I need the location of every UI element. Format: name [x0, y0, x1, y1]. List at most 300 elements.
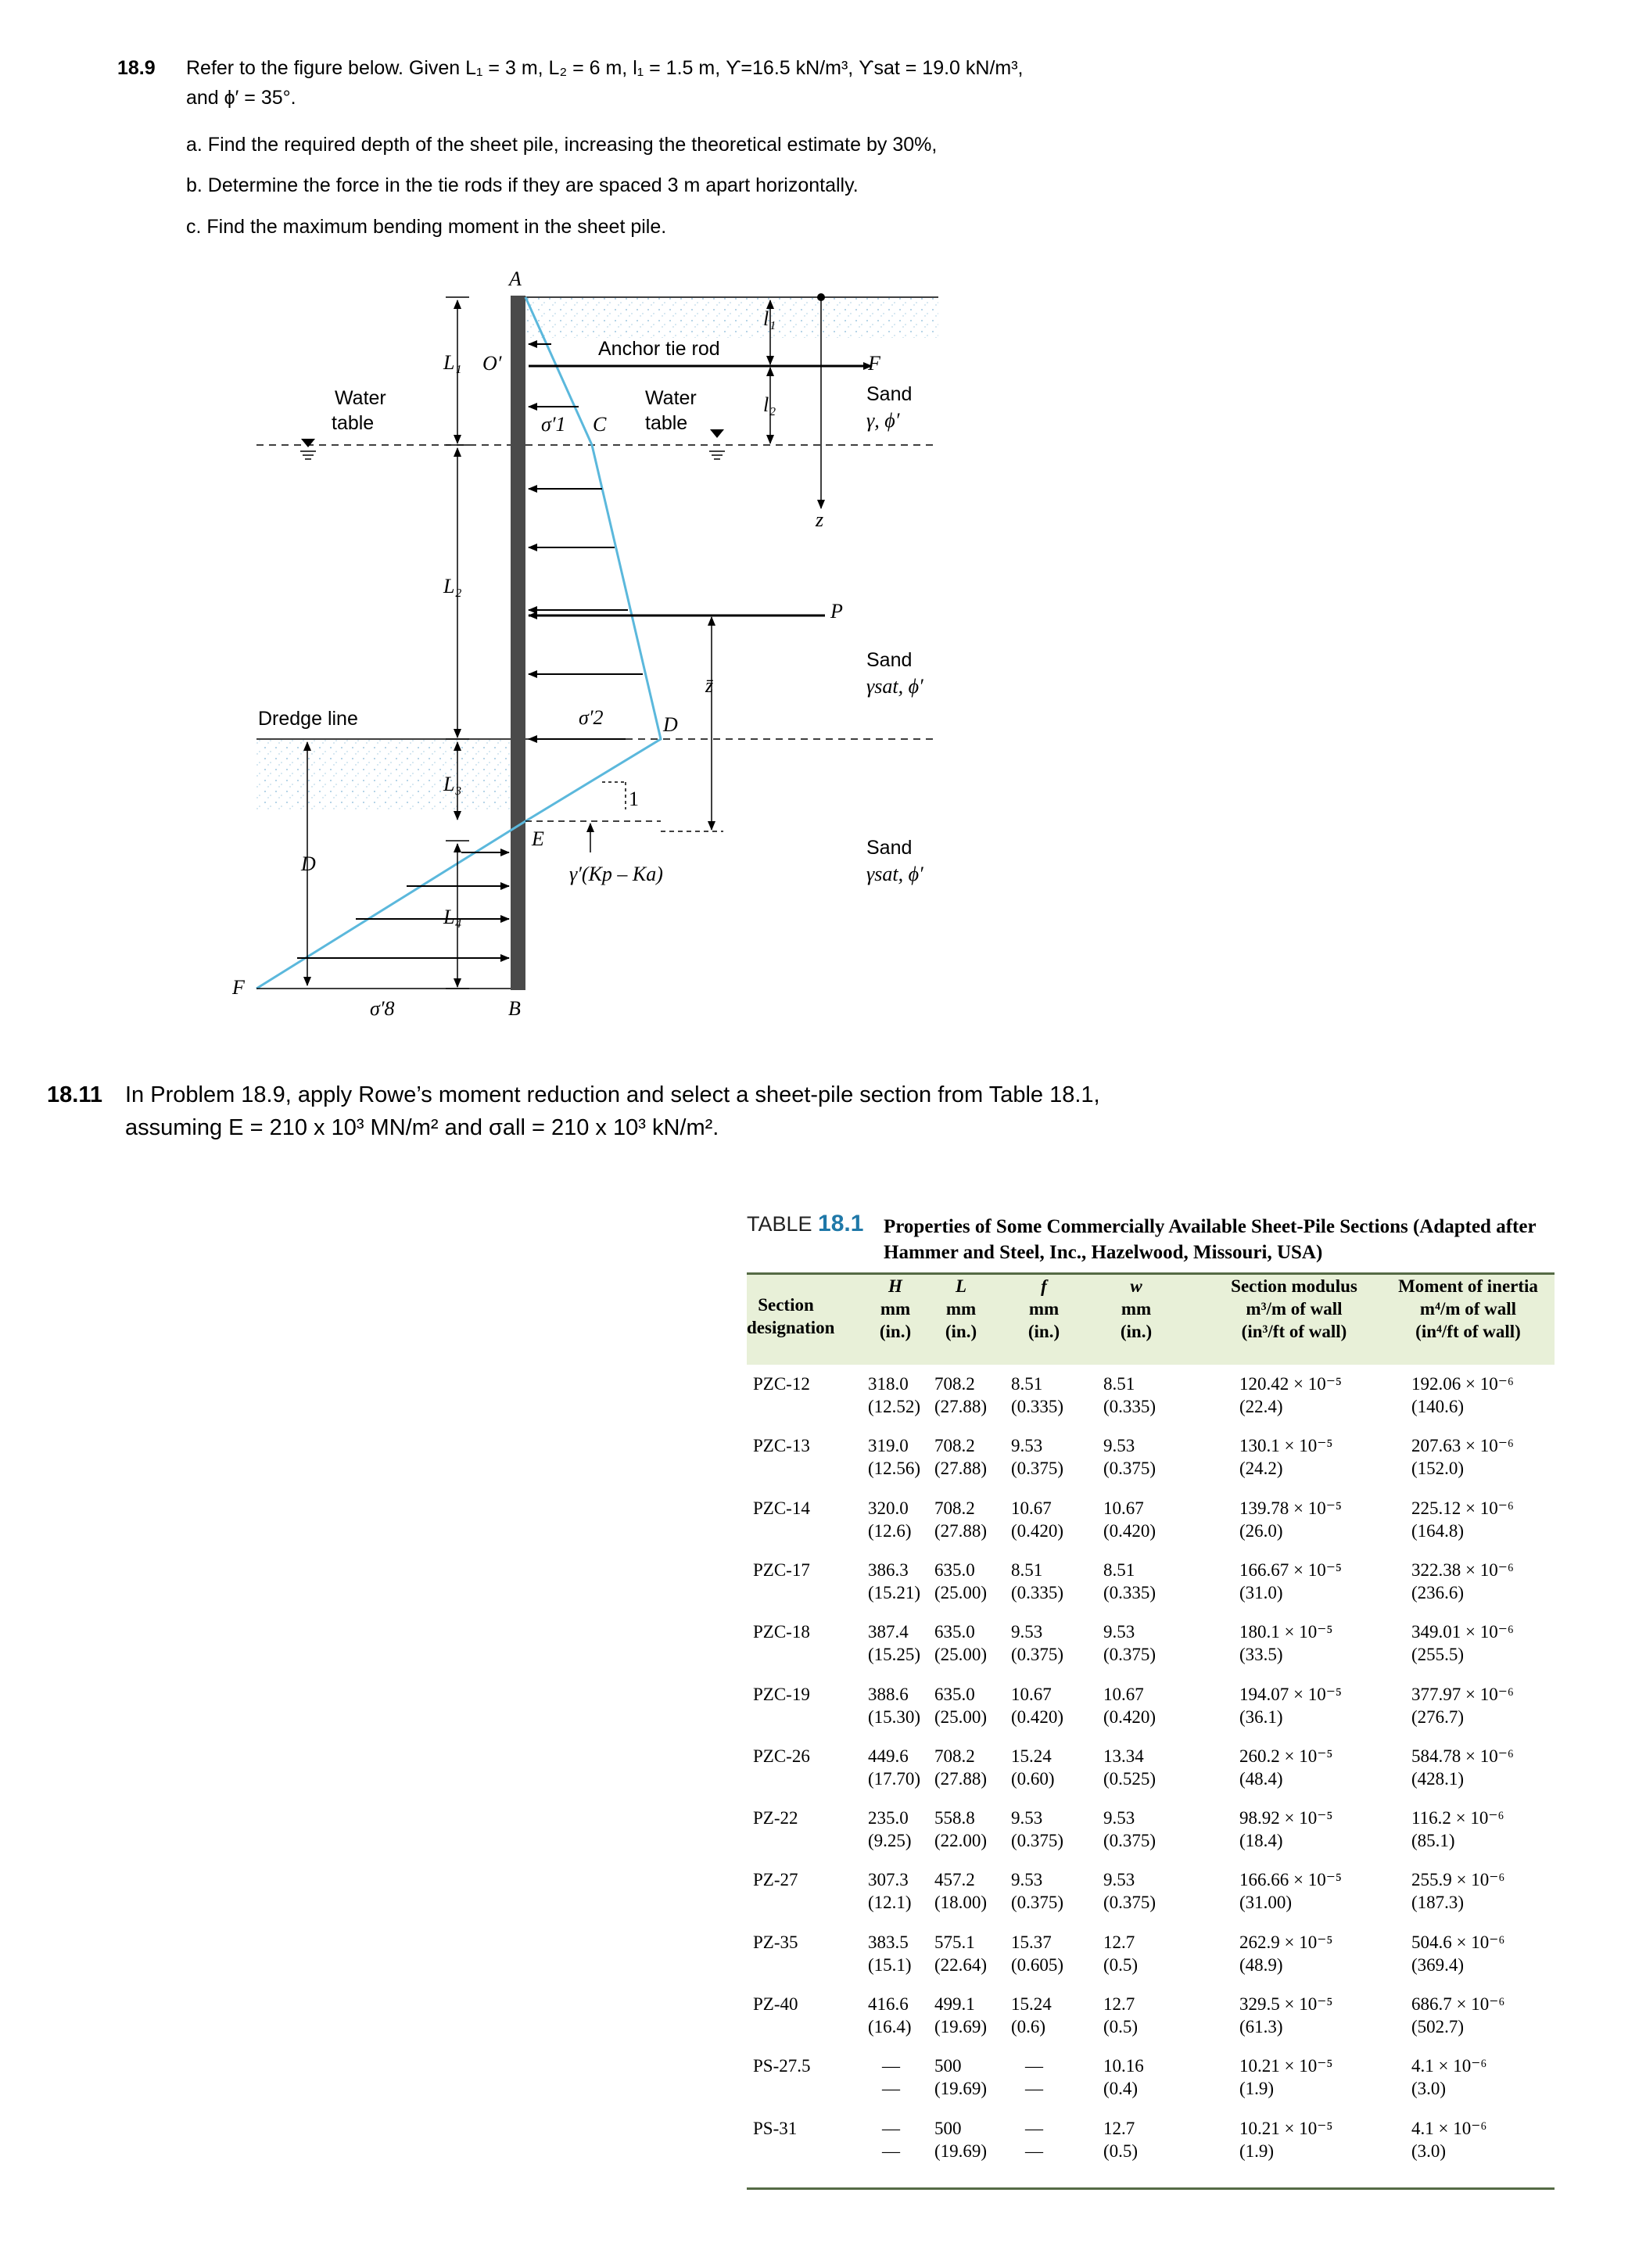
cell-mod: [1239, 1807, 1332, 1852]
cell-inertia: [1411, 1497, 1514, 1542]
cell-H-line-2: —: [882, 2079, 900, 2099]
cell-f: [1011, 1497, 1063, 1542]
cell-mod: [1239, 1434, 1332, 1480]
sand-layer-1-name: Sand: [866, 383, 913, 405]
cell-f: [1011, 2117, 1043, 2162]
cell-f-line-2: (0.6): [1011, 2017, 1046, 2037]
cell-mod-line-2: (61.3): [1239, 2017, 1283, 2037]
cell-inertia-line-1: 4.1 × 10⁻⁶: [1411, 2118, 1487, 2138]
cell-f-line-2: (0.375): [1011, 1459, 1064, 1479]
label-O-prime: O′: [482, 352, 502, 375]
cell-H-line-2: (12.1): [868, 1893, 912, 1913]
cell-w-line-2: (0.5): [1103, 1954, 1139, 1975]
table-row: [747, 1993, 1555, 2054]
cell-w-line-1: 9.53: [1103, 1436, 1135, 1456]
table-title-line-1: Properties of Some Commercially Available Sheet-Pile Sections (Adapted after: [884, 1216, 1537, 1237]
label-E: E: [532, 827, 544, 850]
cell-mod: [1239, 1993, 1332, 2038]
cell-f-line-1: 9.53: [1011, 1870, 1043, 1890]
sand-layer-2-name: Sand: [866, 649, 913, 671]
cell-H-line-2: (9.25): [868, 1831, 912, 1851]
cell-mod-line-2: (22.4): [1239, 1397, 1283, 1416]
cell-H-line-1: 320.0: [868, 1498, 909, 1518]
cell-inertia-line-1: 225.12 × 10⁻⁶: [1411, 1498, 1514, 1518]
cell-section-designation: PZC-26: [753, 1746, 810, 1766]
cell-f: [1011, 1745, 1055, 1790]
table-row: [747, 1497, 1555, 1559]
cell-H-line-2: (12.6): [868, 1520, 912, 1541]
cell-w-line-2: (0.525): [1103, 1768, 1157, 1789]
cell-f-line-2: (0.375): [1011, 1893, 1064, 1913]
cell-inertia-line-1: 686.7 × 10⁻⁶: [1411, 1994, 1505, 2014]
cell-H-line-2: (16.4): [868, 2017, 912, 2037]
cell-w-line-1: 13.34: [1103, 1746, 1144, 1766]
cell-H: [868, 1620, 920, 1666]
cell-mod-line-2: (1.9): [1239, 2079, 1275, 2099]
cell-H: [868, 1993, 912, 2038]
cell-L-line-2: (22.00): [934, 1831, 988, 1851]
cell-inertia-line-1: 116.2 × 10⁻⁶: [1411, 1808, 1504, 1828]
table-row: [747, 1559, 1555, 1620]
cell-inertia: [1411, 1434, 1514, 1480]
cell-f-line-1: 9.53: [1011, 1808, 1043, 1828]
table-number: 18.1: [818, 1211, 864, 1236]
cell-w-line-2: (0.335): [1103, 1397, 1157, 1416]
cell-mod: [1239, 1745, 1332, 1790]
cell-f-line-2: —: [1025, 2079, 1043, 2099]
cell-inertia-line-2: (85.1): [1411, 1831, 1455, 1851]
cell-w: [1103, 1373, 1156, 1418]
cell-w: [1103, 2054, 1144, 2100]
cell-H-line-1: 416.6: [868, 1994, 909, 2014]
cell-section-designation: PZ-35: [753, 1932, 798, 1952]
label-D-point: D: [663, 713, 678, 736]
cell-f: [1011, 1683, 1063, 1728]
cell-f-line-1: 15.24: [1011, 1746, 1052, 1766]
cell-f: [1011, 1434, 1063, 1480]
cell-inertia-line-1: 255.9 × 10⁻⁶: [1411, 1870, 1505, 1890]
cell-H-line-1: 449.6: [868, 1746, 909, 1766]
cell-section-designation: PZ-40: [753, 1994, 798, 2014]
cell-f-line-2: (0.420): [1011, 1520, 1064, 1541]
cell-H: [868, 1683, 920, 1728]
cell-inertia: [1411, 1620, 1514, 1666]
sand-layer-3-name: Sand: [866, 837, 913, 859]
cell-L: [934, 1745, 987, 1790]
table-row: [747, 1868, 1555, 1930]
header-section-modulus: Section modulus m³/m of wall (in³/ft of wall): [1231, 1276, 1357, 1341]
cell-w: [1103, 1745, 1156, 1790]
cell-H-line-1: 318.0: [868, 1374, 909, 1394]
header-w: w mm (in.): [1120, 1276, 1153, 1341]
cell-L-line-2: (19.69): [934, 2141, 988, 2161]
cell-f: [1011, 1931, 1063, 1976]
cell-f-line-1: 15.24: [1011, 1994, 1052, 2014]
cell-inertia-line-1: 207.63 × 10⁻⁶: [1411, 1436, 1514, 1456]
cell-f-line-1: 9.53: [1011, 1622, 1043, 1642]
cell-w: [1103, 1683, 1156, 1728]
cell-w: [1103, 2117, 1138, 2162]
cell-mod: [1239, 1497, 1342, 1542]
cell-w-line-1: 9.53: [1103, 1622, 1135, 1642]
cell-w: [1103, 1807, 1156, 1852]
cell-mod-line-1: 260.2 × 10⁻⁵: [1239, 1746, 1333, 1766]
cell-L-line-1: 635.0: [934, 1684, 975, 1704]
cell-H: [868, 1931, 912, 1976]
cell-mod: [1239, 1868, 1342, 1914]
cell-section-designation: PZ-27: [753, 1870, 798, 1890]
cell-f: [1011, 2054, 1043, 2100]
cell-L-line-2: (19.69): [934, 2017, 988, 2037]
label-L2: L₂: [443, 575, 462, 598]
cell-w: [1103, 1497, 1156, 1542]
cell-mod-line-1: 139.78 × 10⁻⁵: [1239, 1498, 1342, 1518]
cell-section-designation: PZC-17: [753, 1559, 810, 1580]
table-title: [747, 1211, 1537, 1263]
cell-H-line-2: (17.70): [868, 1768, 921, 1789]
cell-w-line-2: (0.5): [1103, 2141, 1139, 2161]
cell-inertia: [1411, 1807, 1504, 1852]
label-D-depth: D: [301, 852, 316, 875]
label-B: B: [508, 997, 521, 1020]
label-sigma2: σ′2: [579, 706, 604, 729]
cell-H-line-2: (12.56): [868, 1459, 921, 1479]
cell-L-line-2: (25.00): [934, 1582, 988, 1602]
cell-L-line-1: 500: [934, 2118, 962, 2138]
table-row: [747, 2054, 1555, 2116]
cell-w: [1103, 1868, 1156, 1914]
cell-w-line-2: (0.375): [1103, 1893, 1157, 1913]
table-row: [747, 1683, 1555, 1745]
cell-H-line-2: (15.21): [868, 1582, 921, 1602]
table-row: [747, 1745, 1555, 1807]
cell-L: [934, 1868, 987, 1914]
cell-L: [934, 1620, 987, 1666]
cell-L-line-1: 708.2: [934, 1498, 975, 1518]
cell-f-line-1: 8.51: [1011, 1374, 1043, 1394]
cell-L: [934, 2117, 987, 2162]
cell-inertia: [1411, 2054, 1486, 2100]
cell-w-line-2: (0.375): [1103, 1459, 1157, 1479]
cell-f-line-2: (0.60): [1011, 1768, 1055, 1789]
cell-inertia: [1411, 1373, 1514, 1418]
problem-number-18-9: 18.9: [117, 57, 156, 79]
cell-section-designation: PZC-13: [753, 1436, 810, 1456]
sand-layer-1-props: γ, ϕ′: [866, 409, 900, 432]
cell-section-designation: PZC-14: [753, 1498, 810, 1518]
cell-f-line-1: 10.67: [1011, 1684, 1052, 1704]
cell-mod: [1239, 1373, 1342, 1418]
cell-L: [934, 1683, 987, 1728]
cell-mod: [1239, 1559, 1342, 1604]
problem-18-9-line-2: and ϕ′ = 35°.: [186, 87, 296, 109]
problem-18-9-line-1: Refer to the figure below. Given L₁ = 3 m, L₂ = 6 m, l₁ = 1.5 m, ϒ=16.5 kN/m³, ϒsat = 19.0 kN/m³,: [186, 57, 1024, 79]
cell-H: [868, 2117, 900, 2162]
cell-w-line-2: (0.375): [1103, 1645, 1157, 1665]
cell-H-line-1: 387.4: [868, 1622, 909, 1642]
cell-inertia-line-2: (152.0): [1411, 1459, 1465, 1479]
cell-f: [1011, 1868, 1063, 1914]
cell-inertia-line-2: (140.6): [1411, 1397, 1465, 1416]
cell-w-line-2: (0.4): [1103, 2079, 1139, 2099]
label-z-bar: z̄: [705, 674, 714, 697]
cell-inertia-line-2: (428.1): [1411, 1768, 1465, 1789]
cell-H-line-1: —: [882, 2118, 900, 2138]
cell-L-line-1: 558.8: [934, 1808, 975, 1828]
water-table-left-label-2: table: [332, 412, 375, 434]
cell-f: [1011, 1993, 1052, 2038]
cell-H: [868, 1559, 920, 1604]
problem-18-11-line-1: In Problem 18.9, apply Rowe’s moment reduction and select a sheet-pile section from Table 18.1,: [125, 1082, 1100, 1107]
cell-inertia-line-1: 584.78 × 10⁻⁶: [1411, 1746, 1514, 1766]
cell-H-line-2: —: [882, 2141, 900, 2161]
cell-H-line-1: —: [882, 2056, 900, 2076]
cell-inertia-line-2: (187.3): [1411, 1893, 1465, 1913]
cell-L-line-2: (27.88): [934, 1768, 988, 1789]
label-sigma1: σ′1: [541, 413, 566, 436]
cell-H: [868, 1745, 920, 1790]
water-table-symbol-left: [300, 439, 316, 459]
cell-inertia-line-2: (502.7): [1411, 2017, 1465, 2037]
cell-inertia-line-2: (3.0): [1411, 2079, 1447, 2099]
cell-H-line-1: 307.3: [868, 1870, 909, 1890]
cell-mod-line-2: (1.9): [1239, 2141, 1275, 2161]
cell-H-line-2: (15.30): [868, 1706, 921, 1727]
sand-layer-2-props: γsat, ϕ′: [866, 675, 923, 698]
cell-section-designation: PZ-22: [753, 1808, 798, 1828]
label-l1: l₁: [763, 307, 776, 330]
cell-L-line-2: (22.64): [934, 1954, 988, 1975]
sand-surface-dredge: [256, 739, 511, 809]
table-row: [747, 1931, 1555, 1993]
cell-H: [868, 1497, 912, 1542]
table-row: [747, 1434, 1555, 1496]
cell-mod-line-1: 166.66 × 10⁻⁵: [1239, 1870, 1342, 1890]
cell-mod: [1239, 1620, 1332, 1666]
problem-18-9-part-c: c. Find the maximum bending moment in the sheet pile.: [186, 216, 667, 238]
cell-L: [934, 1559, 987, 1604]
sheet-pile: [511, 296, 525, 990]
cell-w-line-1: 12.7: [1103, 1994, 1135, 2014]
label-L3: L₃: [443, 773, 462, 795]
cell-w-line-2: (0.5): [1103, 2017, 1139, 2037]
cell-mod-line-2: (31.00): [1239, 1893, 1293, 1913]
cell-L-line-2: (18.00): [934, 1893, 988, 1913]
problem-18-11-line-2: assuming E = 210 x 10³ MN/m² and σall = 210 x 10³ kN/m².: [125, 1115, 719, 1140]
cell-H: [868, 1807, 912, 1852]
cell-H: [868, 2054, 900, 2100]
cell-mod-line-1: 262.9 × 10⁻⁵: [1239, 1932, 1333, 1952]
cell-section-designation: PS-27.5: [753, 2056, 811, 2076]
label-slope-gamma: γ′(Kp – Ka): [569, 863, 663, 885]
dredge-line-label: Dredge line: [258, 708, 358, 730]
cell-L-line-2: (25.00): [934, 1645, 988, 1665]
sand-layer-3-props: γsat, ϕ′: [866, 863, 923, 885]
cell-w-line-1: 8.51: [1103, 1374, 1135, 1394]
cell-w: [1103, 1434, 1156, 1480]
cell-w-line-1: 9.53: [1103, 1808, 1135, 1828]
cell-inertia-line-1: 4.1 × 10⁻⁶: [1411, 2056, 1487, 2076]
header-f: f mm (in.): [1027, 1276, 1060, 1341]
cell-section-designation: PS-31: [753, 2118, 798, 2138]
cell-w-line-2: (0.335): [1103, 1582, 1157, 1602]
cell-L: [934, 2054, 987, 2100]
cell-f-line-1: —: [1025, 2056, 1043, 2076]
cell-section-designation: PZC-18: [753, 1622, 810, 1642]
cell-mod-line-2: (36.1): [1239, 1706, 1283, 1727]
cell-inertia-line-1: 349.01 × 10⁻⁶: [1411, 1622, 1514, 1642]
cell-L-line-1: 708.2: [934, 1436, 975, 1456]
cell-L-line-1: 635.0: [934, 1622, 975, 1642]
cell-inertia: [1411, 2117, 1486, 2162]
cell-mod-line-2: (48.4): [1239, 1768, 1283, 1789]
pressure-arrows: [529, 344, 643, 739]
cell-f-line-1: —: [1025, 2118, 1043, 2138]
cell-L: [934, 1434, 987, 1480]
label-sigma8: σ′8: [370, 997, 395, 1020]
cell-w-line-1: 12.7: [1103, 1932, 1135, 1952]
water-table-right-label-2: table: [645, 412, 688, 434]
label-slope-one: 1: [629, 788, 639, 810]
cell-inertia-line-1: 504.6 × 10⁻⁶: [1411, 1932, 1505, 1952]
water-table-left-label-1: Water: [335, 387, 386, 409]
label-L1: L₁: [443, 351, 462, 374]
cell-mod-line-2: (31.0): [1239, 1582, 1283, 1602]
header-moment-of-inertia: Moment of inertia m⁴/m of wall (in⁴/ft of wall): [1398, 1276, 1538, 1341]
anchor-tie-rod-label: Anchor tie rod: [598, 338, 720, 360]
cell-inertia: [1411, 1993, 1504, 2038]
cell-f: [1011, 1559, 1063, 1604]
cell-f: [1011, 1807, 1063, 1852]
cell-H-line-1: 319.0: [868, 1436, 909, 1456]
cell-L-line-2: (19.69): [934, 2079, 988, 2099]
cell-w: [1103, 1559, 1156, 1604]
cell-L-line-2: (25.00): [934, 1706, 988, 1727]
cell-L-line-2: (27.88): [934, 1459, 988, 1479]
cell-f-line-2: (0.420): [1011, 1706, 1064, 1727]
cell-f: [1011, 1373, 1063, 1418]
cell-f-line-2: (0.375): [1011, 1645, 1064, 1665]
cell-L: [934, 1931, 987, 1976]
table-row: [747, 2117, 1555, 2179]
cell-inertia-line-1: 192.06 × 10⁻⁶: [1411, 1374, 1514, 1394]
cell-H: [868, 1434, 920, 1480]
table-title-line-2: Hammer and Steel, Inc., Hazelwood, Missouri, USA): [884, 1242, 1323, 1263]
cell-w: [1103, 1993, 1138, 2038]
cell-inertia-line-2: (276.7): [1411, 1706, 1465, 1727]
cell-inertia-line-1: 377.97 × 10⁻⁶: [1411, 1684, 1514, 1704]
cell-section-designation: PZC-19: [753, 1684, 810, 1704]
cell-L-line-1: 635.0: [934, 1559, 975, 1580]
table-row: [747, 1373, 1555, 1434]
cell-inertia: [1411, 1931, 1504, 1976]
table-bottom-rule: [747, 2187, 1555, 2190]
cell-f-line-1: 10.67: [1011, 1498, 1052, 1518]
header-section: Section designation: [747, 1295, 835, 1337]
label-P: P: [830, 600, 843, 623]
cell-f-line-2: (0.605): [1011, 1954, 1064, 1975]
cell-H: [868, 1373, 920, 1418]
cell-L-line-2: (27.88): [934, 1397, 988, 1416]
header-L: L mm (in.): [945, 1276, 977, 1341]
cell-L-line-2: (27.88): [934, 1520, 988, 1541]
cell-mod-line-2: (24.2): [1239, 1459, 1283, 1479]
cell-mod: [1239, 2054, 1332, 2100]
cell-w: [1103, 1620, 1156, 1666]
cell-L-line-1: 500: [934, 2056, 962, 2076]
cell-mod-line-1: 180.1 × 10⁻⁵: [1239, 1622, 1333, 1642]
cell-mod-line-2: (33.5): [1239, 1645, 1283, 1665]
cell-f-line-2: —: [1025, 2141, 1043, 2161]
cell-inertia-line-2: (164.8): [1411, 1520, 1465, 1541]
cell-mod-line-1: 130.1 × 10⁻⁵: [1239, 1436, 1333, 1456]
label-F-base: F: [232, 976, 245, 999]
cell-w-line-1: 9.53: [1103, 1870, 1135, 1890]
problem-number-18-11: 18.11: [47, 1082, 102, 1107]
header-H: H mm (in.): [879, 1276, 912, 1341]
cell-w-line-1: 8.51: [1103, 1559, 1135, 1580]
cell-f-line-2: (0.375): [1011, 1831, 1064, 1851]
cell-f: [1011, 1620, 1063, 1666]
cell-w-line-1: 10.67: [1103, 1498, 1144, 1518]
cell-inertia: [1411, 1745, 1514, 1790]
cell-f-line-1: 9.53: [1011, 1436, 1043, 1456]
cell-f-line-1: 8.51: [1011, 1559, 1043, 1580]
label-F-tie: F: [868, 352, 880, 375]
problem-18-9-part-b: b. Determine the force in the tie rods if they are spaced 3 m apart horizontally.: [186, 174, 859, 196]
cell-mod-line-1: 194.07 × 10⁻⁵: [1239, 1684, 1342, 1704]
cell-L-line-1: 708.2: [934, 1374, 975, 1394]
cell-inertia: [1411, 1683, 1514, 1728]
cell-L-line-1: 575.1: [934, 1932, 975, 1952]
cell-H-line-2: (15.1): [868, 1954, 912, 1975]
label-C: C: [593, 413, 607, 436]
cell-w-line-2: (0.375): [1103, 1831, 1157, 1851]
water-table-right-label-1: Water: [645, 387, 697, 409]
cell-inertia-line-2: (369.4): [1411, 1954, 1465, 1975]
cell-mod: [1239, 1931, 1332, 1976]
cell-f-line-1: 15.37: [1011, 1932, 1052, 1952]
sand-surface-top: [525, 296, 938, 338]
cell-inertia: [1411, 1868, 1504, 1914]
cell-mod-line-1: 10.21 × 10⁻⁵: [1239, 2118, 1333, 2138]
cell-L: [934, 1373, 987, 1418]
label-l2: l₂: [763, 393, 776, 416]
water-table-symbol-right: [709, 429, 725, 459]
cell-inertia-line-2: (255.5): [1411, 1645, 1465, 1665]
cell-L-line-1: 708.2: [934, 1746, 975, 1766]
cell-inertia-line-2: (236.6): [1411, 1582, 1465, 1602]
cell-H-line-1: 386.3: [868, 1559, 909, 1580]
cell-mod-line-1: 10.21 × 10⁻⁵: [1239, 2056, 1333, 2076]
cell-L-line-1: 499.1: [934, 1994, 975, 2014]
cell-L: [934, 1497, 987, 1542]
cell-w-line-1: 12.7: [1103, 2118, 1135, 2138]
cell-w-line-1: 10.16: [1103, 2056, 1144, 2076]
cell-inertia: [1411, 1559, 1514, 1604]
cell-mod: [1239, 1683, 1342, 1728]
cell-f-line-2: (0.335): [1011, 1582, 1064, 1602]
cell-section-designation: PZC-12: [753, 1374, 810, 1394]
cell-H-line-2: (15.25): [868, 1645, 921, 1665]
cell-mod-line-1: 166.67 × 10⁻⁵: [1239, 1559, 1342, 1580]
cell-mod-line-1: 329.5 × 10⁻⁵: [1239, 1994, 1333, 2014]
label-L4: L₄: [443, 906, 462, 928]
problem-18-9-part-a: a. Find the required depth of the sheet pile, increasing the theoretical estimate by 30%,: [186, 134, 938, 156]
cell-w-line-2: (0.420): [1103, 1706, 1157, 1727]
cell-f-line-2: (0.335): [1011, 1397, 1064, 1416]
cell-L: [934, 1993, 987, 2038]
